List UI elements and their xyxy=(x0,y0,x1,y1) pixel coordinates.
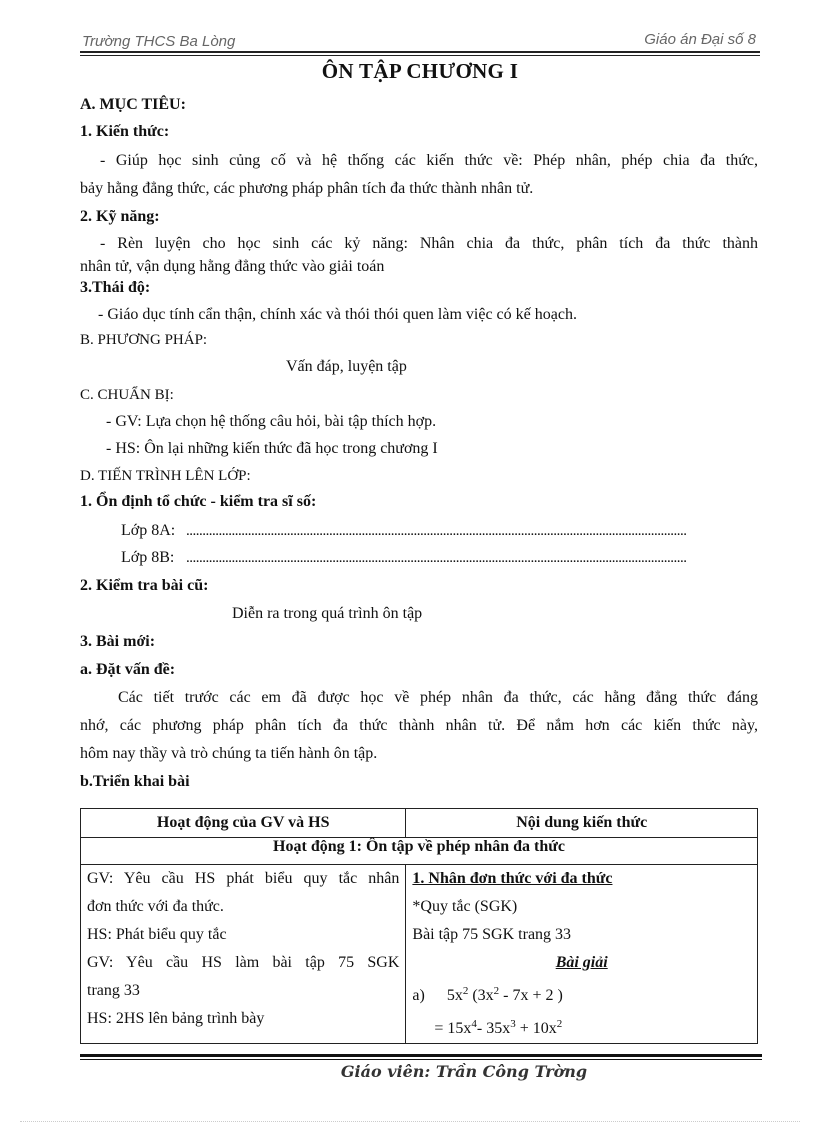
content-exercise: Bài tập 75 SGK trang 33 xyxy=(412,926,572,943)
math-a-term3: - 7x + 2 ) xyxy=(499,987,563,1004)
prep-gv: - GV: Lựa chọn hệ thống câu hỏi, bài tập thích hợp. xyxy=(106,413,437,430)
attitude-line: - Giáo dục tính cẩn thận, chính xác và thói thói quen làm việc có kế hoạch. xyxy=(98,306,577,323)
header-lesson-plan: Giáo án Đại số 8 xyxy=(644,31,756,48)
math-line-a xyxy=(412,977,751,1010)
skills-line-2: nhân tử, vận dụng hằng đẳng thức vào giải toán xyxy=(80,258,385,275)
class-8b-label: Lớp 8B: xyxy=(121,549,175,566)
col-right-header: Nội dung kiến thức xyxy=(406,809,758,838)
header-rule-thin xyxy=(80,55,760,56)
page-bottom-dotted-line xyxy=(20,1121,800,1122)
prep-hs: - HS: Ôn lại những kiến thức đã học trong chương I xyxy=(106,440,438,457)
section-a-heading: A. MỤC TIÊU: xyxy=(80,96,186,113)
page-title: ÔN TẬP CHƯƠNG I xyxy=(321,59,519,83)
math-a-term2: (3x xyxy=(468,987,494,1004)
section-b-heading: B. PHƯƠNG PHÁP: xyxy=(80,332,208,348)
deploy-heading: b.Triển khai bài xyxy=(80,773,190,790)
footer-rule xyxy=(80,1054,762,1057)
col-left-header: Hoạt động của GV và HS xyxy=(81,809,406,838)
left-line: HS: Phát biểu quy tắc xyxy=(87,926,227,943)
section-b-text: Vấn đáp, luyện tập xyxy=(286,358,407,375)
math-a-label: a) xyxy=(412,987,425,1004)
header-school: Trường THCS Ba Lòng xyxy=(82,33,236,50)
skills-line-1: - Rèn luyện cho học sinh các kỷ năng: Nhân chia đa thức, phân tích đa thức thành xyxy=(100,235,758,252)
class-8a-dots: .......................................................................................................................................................... xyxy=(186,523,687,539)
left-line: trang 33 xyxy=(87,982,140,999)
math-line-b xyxy=(412,1010,751,1043)
content-solution-label: Bài giải xyxy=(555,954,608,971)
footer-rule-thin xyxy=(80,1059,762,1060)
skills-heading: 2. Kỹ năng: xyxy=(80,208,160,225)
intro-heading: a. Đặt vấn đề: xyxy=(80,661,176,678)
attitude-heading: 3.Thái độ: xyxy=(80,279,151,296)
math-b-term3: + 10x xyxy=(515,1020,557,1037)
activity-1-heading: Hoạt động 1: Ôn tập về phép nhân đa thức xyxy=(81,838,758,865)
step2-text: Diễn ra trong quá trình ôn tập xyxy=(232,605,423,622)
lesson-table xyxy=(80,808,758,1044)
content-heading: 1. Nhân đơn thức với đa thức xyxy=(412,870,613,887)
section-c-heading: C. CHUẨN BỊ: xyxy=(80,387,174,403)
left-line: GV: Yêu cầu HS làm bài tập 75 SGK xyxy=(87,954,400,971)
knowledge-heading: 1. Kiến thức: xyxy=(80,123,170,140)
intro-line-2: nhớ, các phương pháp phân tích đa thức thành nhân tử. Để nắm hơn các kiến thức này, xyxy=(80,717,758,734)
math-a-exp2: 2 xyxy=(493,985,500,997)
math-b-exp1: 4 xyxy=(471,1018,477,1030)
math-a-term1: 5x xyxy=(446,987,463,1004)
left-line: đơn thức với đa thức. xyxy=(87,898,224,915)
section-d-heading: D. TIẾN TRÌNH LÊN LỚP: xyxy=(80,468,251,484)
class-8b-dots: .......................................................................................................................................................... xyxy=(186,550,687,566)
teacher-student-cell xyxy=(81,865,406,1044)
class-8a-label: Lớp 8A: xyxy=(121,522,176,539)
left-line: HS: 2HS lên bảng trình bày xyxy=(87,1010,265,1027)
content-rule: *Quy tắc (SGK) xyxy=(412,898,518,915)
intro-line-1: Các tiết trước các em đã được học về phép nhân đa thức, các hằng đẳng thức đáng xyxy=(118,689,758,706)
left-line: GV: Yêu cầu HS phát biểu quy tắc nhân xyxy=(87,870,400,887)
step2-heading: 2. Kiểm tra bài cũ: xyxy=(80,577,209,594)
header-rule xyxy=(80,51,760,53)
content-cell xyxy=(406,865,758,1044)
math-a-exp1: 2 xyxy=(462,985,469,997)
intro-line-3: hôm nay thầy và trò chúng ta tiến hành ôn tập. xyxy=(80,745,378,762)
step1-heading: 1. Ổn định tổ chức - kiểm tra sĩ số: xyxy=(80,493,317,510)
math-b-term2: - 35x xyxy=(476,1020,511,1037)
math-b-exp2: 3 xyxy=(510,1018,516,1030)
math-b-exp3: 2 xyxy=(556,1018,563,1030)
footer-teacher: Giáo viên: Trần Công Trờng xyxy=(340,1062,588,1081)
step3-heading: 3. Bài mới: xyxy=(80,633,156,650)
knowledge-line-2: bảy hằng đẳng thức, các phương pháp phân tích đa thức thành nhân tử. xyxy=(80,180,534,197)
knowledge-line-1: - Giúp học sinh củng cố và hệ thống các kiến thức về: Phép nhân, phép chia đa thức, xyxy=(100,152,758,169)
math-b-term1: = 15x xyxy=(434,1020,472,1037)
